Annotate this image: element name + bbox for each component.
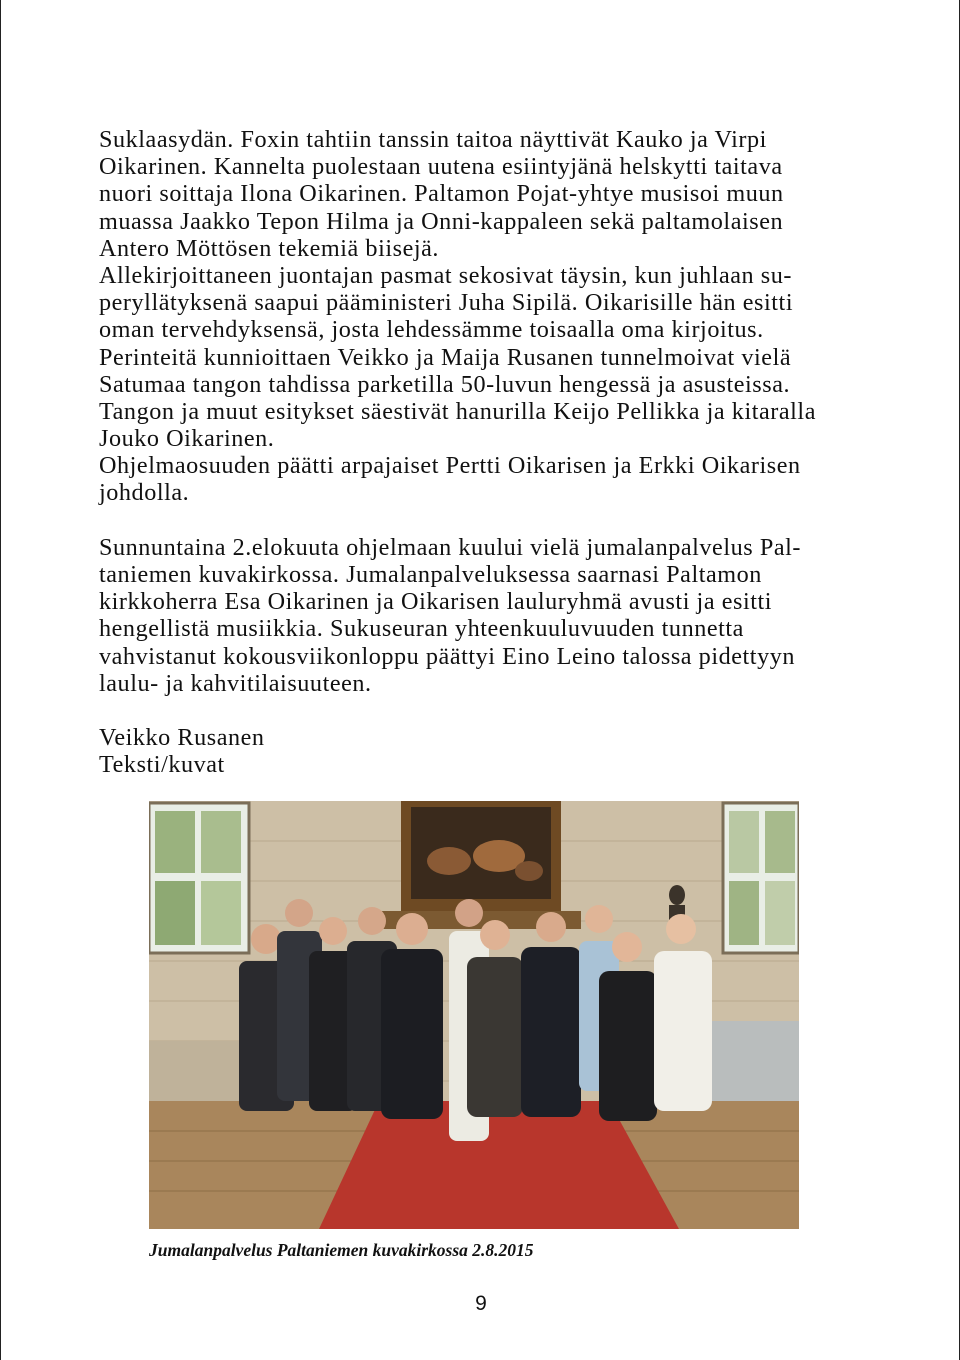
text-line: peryllätyksenä saapui pääministeri Juha Sipilä. Oikarisille hän esitti xyxy=(99,289,794,317)
paragraph-gap xyxy=(99,507,869,534)
text-line: Sunnuntaina 2.elokuuta ohjelmaan kuului vielä jumalanpalvelus Pal- xyxy=(99,533,801,561)
text-line: hengellistä musiikkia. Sukuseuran yhteenkuuluvuuden tunnetta xyxy=(99,615,744,643)
paragraph-1 xyxy=(99,126,869,262)
text-line: kirkkoherra Esa Oikarinen ja Oikarisen lauluryhmä avusti ja esitti xyxy=(99,588,773,616)
text-line: Ohjelmaosuuden päätti arpajaiset Pertti Oikarisen ja Erkki Oikarisen xyxy=(99,452,801,480)
paragraph-5 xyxy=(99,534,869,697)
text-line: nuori soittaja Ilona Oikarinen. Paltamon Pojat-yhtye musisoi muun xyxy=(99,180,784,208)
text-line: muassa Jaakko Tepon Hilma ja Onni-kappaleen sekä paltamolaisen xyxy=(99,207,784,235)
text-line: Suklaasydän. Foxin tahtiin tanssin taitoa näyttivät Kauko ja Virpi xyxy=(99,126,767,153)
group-photo xyxy=(149,801,799,1229)
text-line: Antero Möttösen tekemiä biisejä. xyxy=(99,234,440,262)
author-role: Teksti/kuvat xyxy=(99,751,225,779)
signature xyxy=(99,724,869,778)
text-line: Oikarinen. Kannelta puolestaan uutena esiintyjänä helskytti taitava xyxy=(99,153,783,181)
paragraph-gap xyxy=(99,697,869,724)
paragraph-3 xyxy=(99,344,869,453)
text-line: oman tervehdyksensä, josta lehdessämme toisaalla oma kirjoitus. xyxy=(99,316,764,344)
page-number: 9 xyxy=(475,1292,487,1315)
text-line: taniemen kuvakirkossa. Jumalanpalveluksessa saarnasi Paltamon xyxy=(99,561,762,588)
photo-caption: Jumalanpalvelus Paltaniemen kuvakirkossa 2.8.2015 xyxy=(149,1240,534,1260)
text-line: Allekirjoittaneen juontajan pasmat sekosivat täysin, kun juhlaan su- xyxy=(99,261,793,289)
paragraph-4 xyxy=(99,452,869,506)
author-name: Veikko Rusanen xyxy=(99,724,265,752)
text-line: laulu- ja kahvitilaisuuteen. xyxy=(99,669,372,697)
paragraph-2 xyxy=(99,262,869,344)
text-line: johdolla. xyxy=(99,479,190,507)
text-line: Perinteitä kunnioittaen Veikko ja Maija Rusanen tunnelmoivat vielä xyxy=(99,343,792,371)
article-text xyxy=(99,126,869,779)
text-line: Tangon ja muut esitykset säestivät hanurilla Keijo Pellikka ja kitaralla xyxy=(99,397,816,425)
text-line: Satumaa tangon tahdissa parketilla 50-luvun hengessä ja asusteissa. xyxy=(99,370,791,398)
text-line: vahvistanut kokousviikonloppu päättyi Eino Leino talossa pidettyyn xyxy=(99,642,795,670)
text-line: Jouko Oikarinen. xyxy=(99,425,275,453)
church-interior-illustration xyxy=(149,801,799,1229)
